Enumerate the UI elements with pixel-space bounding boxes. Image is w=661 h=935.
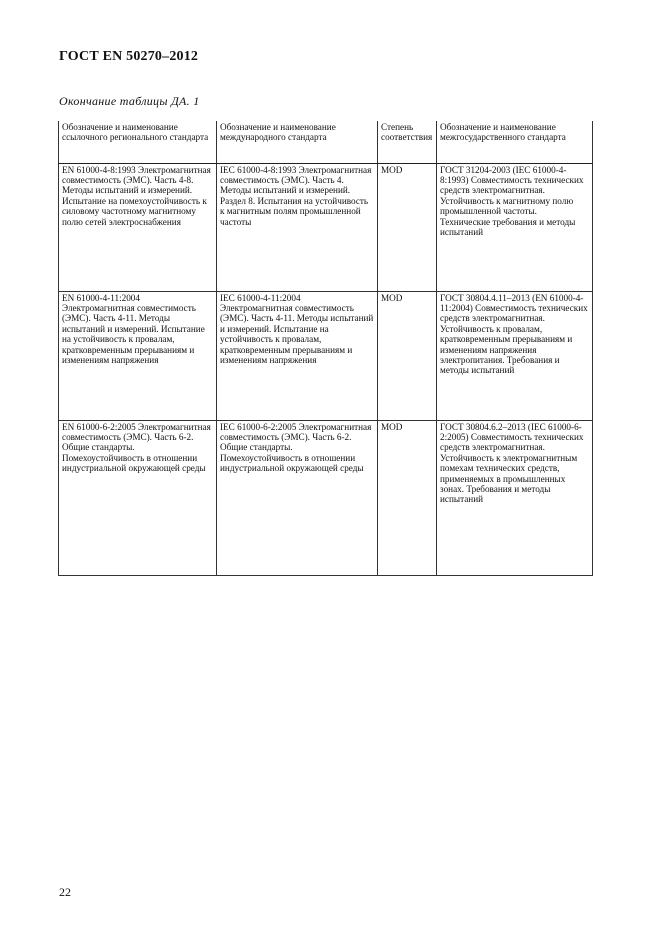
table-caption: Окончание таблицы ДА. 1 bbox=[59, 94, 200, 108]
document-title: ГОСТ EN 50270–2012 bbox=[59, 49, 199, 64]
table-row bbox=[59, 163, 593, 291]
cell-degree: MOD bbox=[378, 420, 437, 575]
cell-regional-standard: EN 61000-4-8:1993 Электромагнитная совместимость (ЭМС). Часть 4-8. Методы испытаний и измерений. Испытание на помехоустойчивость к силовому частотному магнитному полю сетей электроснабжения bbox=[59, 163, 217, 291]
cell-interstate-standard: ГОСТ 30804.6.2–2013 (IEC 61000-6-2:2005) Совместимость технических средств электромагнитная. Устойчивость к электромагнитным помехам технических средств, применяемых в промышленных зонах. Требования и методы испытаний bbox=[437, 420, 593, 575]
column-header-degree: Степень соответствия bbox=[378, 121, 437, 163]
cell-international-standard: IEC 61000-4-11:2004 Электромагнитная совместимость (ЭМС). Часть 4-11. Методы испытаний и измерений. Испытание на устойчивость к провалам, кратковременным прерываниям и изменениям напряжения bbox=[217, 291, 378, 420]
table-row bbox=[59, 420, 593, 575]
cell-regional-standard: EN 61000-6-2:2005 Электромагнитная совместимость (ЭМС). Часть 6-2. Общие стандарты. Помехоустойчивость в отношении индустриальной окружающей среды bbox=[59, 420, 217, 575]
cell-degree: MOD bbox=[378, 291, 437, 420]
cell-interstate-standard: ГОСТ 30804.4.11–2013 (EN 61000-4-11:2004) Совместимость технических средств электромагнитная. Устойчивость к провалам, кратковременным прерываниям и изменениям напряжения электропитания. Требования и методы испытаний bbox=[437, 291, 593, 420]
cell-degree: MOD bbox=[378, 163, 437, 291]
cell-regional-standard: EN 61000-4-11:2004 Электромагнитная совместимость (ЭМС). Часть 4-11. Методы испытаний и измерений. Испытание на устойчивость к провалам, кратковременным прерываниям и изменениям напряжения bbox=[59, 291, 217, 420]
cell-international-standard: IEC 61000-6-2:2005 Электромагнитная совместимость (ЭМС). Часть 6-2. Общие стандарты. Помехоустойчивость в отношении индустриальной окружающей среды bbox=[217, 420, 378, 575]
table-row bbox=[59, 291, 593, 420]
column-header-interstate: Обозначение и наименование межгосударственного стандарта bbox=[437, 121, 593, 163]
page-number: 22 bbox=[59, 885, 71, 899]
cell-international-standard: IEC 61000-4-8:1993 Электромагнитная совместимость (ЭМС). Часть 4. Методы испытаний и измерений. Раздел 8. Испытания на устойчивость к магнитным полям промышленной частоты bbox=[217, 163, 378, 291]
correspondence-table bbox=[58, 121, 593, 576]
table-header-row bbox=[59, 121, 593, 163]
column-header-regional: Обозначение и наименование ссылочного регионального стандарта bbox=[59, 121, 217, 163]
cell-interstate-standard: ГОСТ 31204-2003 (IEC 61000-4-8:1993) Совместимость технических средств электромагнитная. Устойчивость к магнитному полю промышленной частоты. Технические требования и методы испытаний bbox=[437, 163, 593, 291]
column-header-international: Обозначение и наименование международного стандарта bbox=[217, 121, 378, 163]
